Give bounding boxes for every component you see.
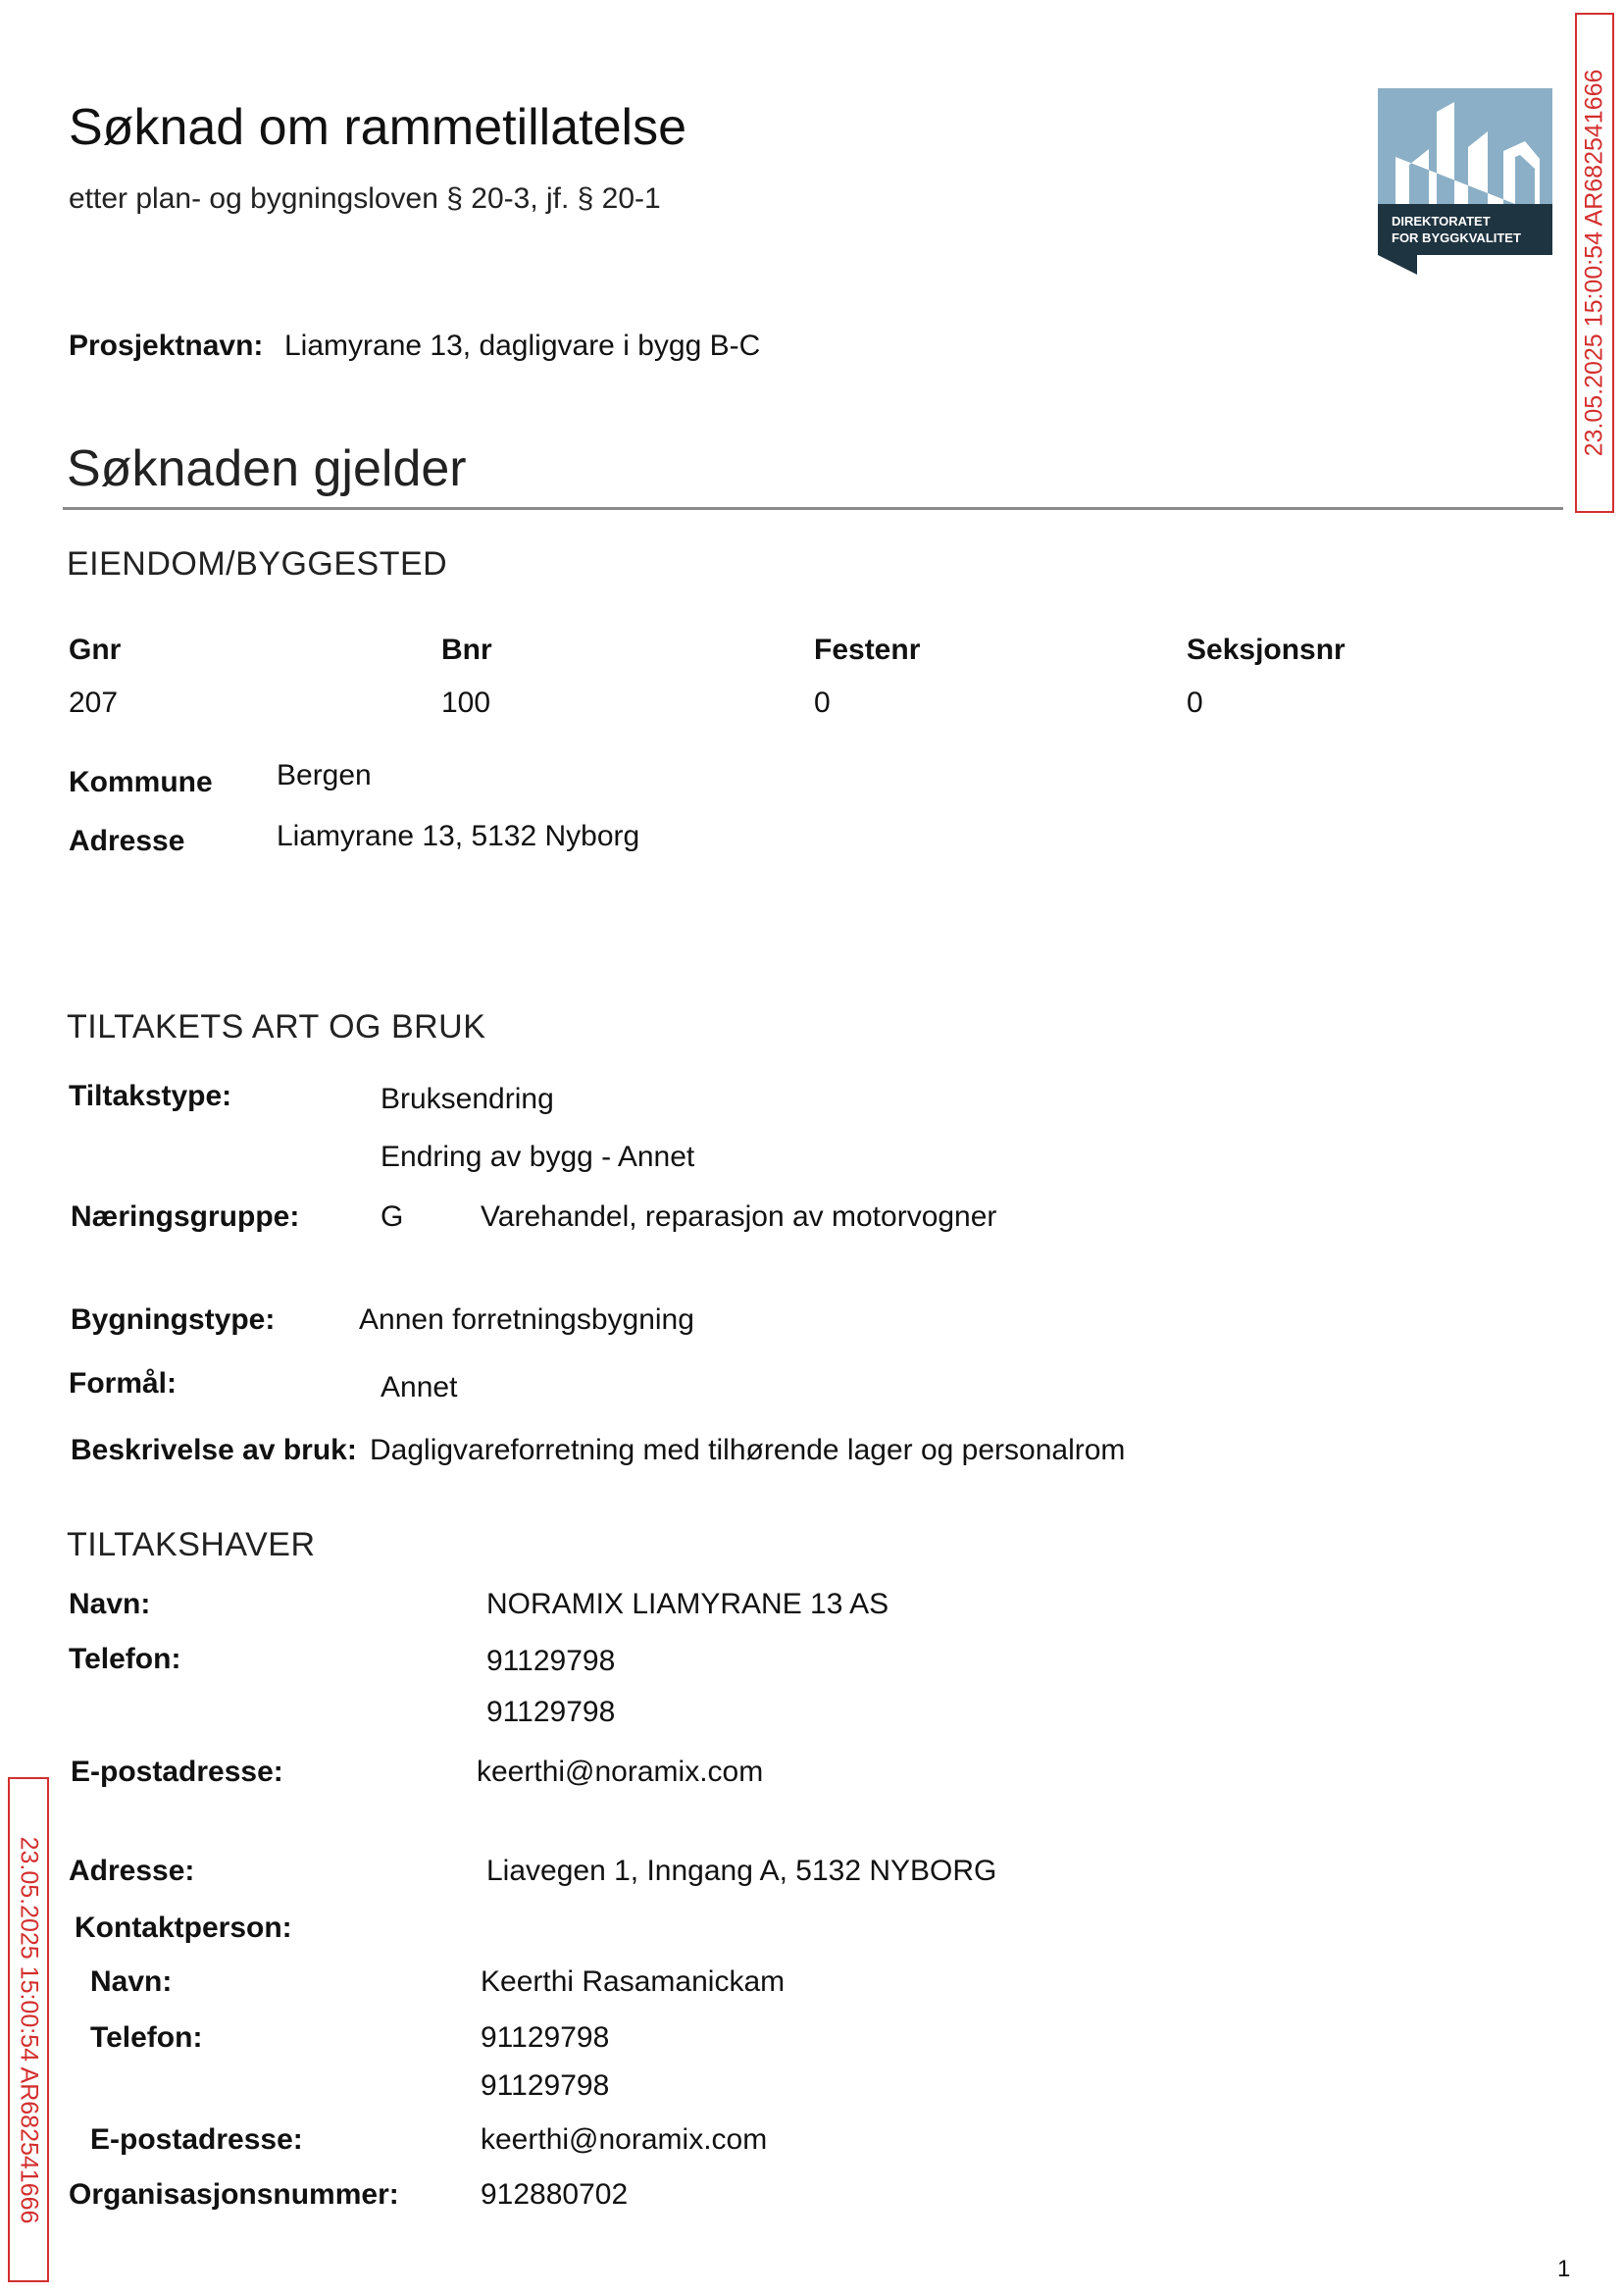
- document-stamp-bottom: [8, 1777, 49, 2282]
- kommune-label: Kommune: [69, 766, 213, 798]
- adresse-label: Adresse: [69, 825, 185, 857]
- formal-value: Annet: [381, 1371, 458, 1403]
- kontakt-epost-label: E-postadresse:: [90, 2123, 303, 2156]
- logo-text-line2: FOR BYGGKVALITET: [1392, 230, 1521, 245]
- kontakt-navn-value: Keerthi Rasamanickam: [481, 1965, 786, 1998]
- naeringsgruppe-label: Næringsgruppe:: [71, 1200, 300, 1233]
- adresse-value: Liamyrane 13, 5132 Nyborg: [277, 820, 640, 852]
- tiltakshaver-adresse-label: Adresse:: [69, 1855, 195, 1887]
- logo-text-line1: DIREKTORATET: [1392, 214, 1491, 229]
- stamp-text-bottom: 23.05.2025 15:00:54 AR682541666: [15, 1836, 43, 2223]
- orgnr-label: Organisasjonsnummer:: [69, 2178, 399, 2211]
- tiltakshaver-adresse-value: Liavegen 1, Inngang A, 5132 NYBORG: [486, 1855, 997, 1887]
- bygningstype-value: Annen forretningsbygning: [359, 1303, 694, 1336]
- orgnr-value: 912880702: [481, 2178, 629, 2211]
- bnr-value: 100: [441, 687, 491, 719]
- main-heading: Søknaden gjelder: [67, 440, 467, 497]
- tiltakstype-value-1: Bruksendring: [381, 1083, 554, 1115]
- gnr-label: Gnr: [69, 634, 122, 666]
- kommune-value: Bergen: [277, 759, 372, 791]
- tiltakshaver-telefon-label: Telefon:: [69, 1643, 181, 1675]
- gnr-value: 207: [69, 687, 119, 719]
- tiltakstype-value-2: Endring av bygg - Annet: [381, 1141, 695, 1173]
- seksjonsnr-label: Seksjonsnr: [1187, 634, 1345, 666]
- kontakt-telefon-value-1: 91129798: [481, 2021, 610, 2054]
- tiltakshaver-epost-value: keerthi@noramix.com: [477, 1756, 764, 1788]
- naeringsgruppe-code: G: [381, 1200, 404, 1233]
- stamp-text-top: 23.05.2025 15:00:54 AR682541666: [1580, 69, 1608, 457]
- page-title: Søknad om rammetillatelse: [69, 99, 686, 156]
- dibk-logo: [1378, 88, 1552, 275]
- kontakt-telefon-label: Telefon:: [90, 2021, 203, 2054]
- festenr-label: Festenr: [814, 634, 921, 666]
- page-number: 1: [1557, 2256, 1571, 2282]
- document-stamp-top: [1575, 13, 1614, 513]
- section-eiendom-heading: EIENDOM/BYGGESTED: [67, 545, 448, 583]
- project-name-label: Prosjektnavn:: [69, 330, 264, 362]
- bygningstype-label: Bygningstype:: [71, 1303, 276, 1336]
- section-tiltakshaver-heading: TILTAKSHAVER: [67, 1526, 316, 1563]
- tiltakshaver-navn-label: Navn:: [69, 1588, 151, 1620]
- kontakt-epost-value: keerthi@noramix.com: [481, 2123, 768, 2156]
- tiltakshaver-navn-value: NORAMIX LIAMYRANE 13 AS: [486, 1588, 889, 1620]
- bnr-label: Bnr: [441, 634, 492, 666]
- tiltakshaver-epost-label: E-postadresse:: [71, 1756, 283, 1788]
- tiltakstype-label: Tiltakstype:: [69, 1080, 232, 1112]
- dibk-logo-graphic: [1378, 88, 1552, 275]
- tiltakshaver-telefon-value-2: 91129798: [486, 1696, 616, 1728]
- kontakt-navn-label: Navn:: [90, 1965, 173, 1998]
- heading-rule: [63, 507, 1563, 510]
- kontaktperson-label: Kontaktperson:: [75, 1912, 292, 1944]
- page-subtitle: etter plan- og bygningsloven § 20-3, jf. § 20-1: [69, 182, 661, 215]
- kontakt-telefon-value-2: 91129798: [481, 2069, 610, 2102]
- tiltakshaver-telefon-value-1: 91129798: [486, 1645, 616, 1677]
- formal-label: Formål:: [69, 1367, 178, 1400]
- beskrivelse-label: Beskrivelse av bruk:: [71, 1434, 357, 1466]
- naeringsgruppe-value: Varehandel, reparasjon av motorvogner: [481, 1200, 997, 1233]
- project-name-value: Liamyrane 13, dagligvare i bygg B-C: [284, 330, 761, 362]
- beskrivelse-value: Dagligvareforretning med tilhørende lager og personalrom: [370, 1434, 1126, 1466]
- seksjonsnr-value: 0: [1187, 687, 1203, 719]
- section-tiltak-heading: TILTAKETS ART OG BRUK: [67, 1008, 486, 1045]
- festenr-value: 0: [814, 687, 831, 719]
